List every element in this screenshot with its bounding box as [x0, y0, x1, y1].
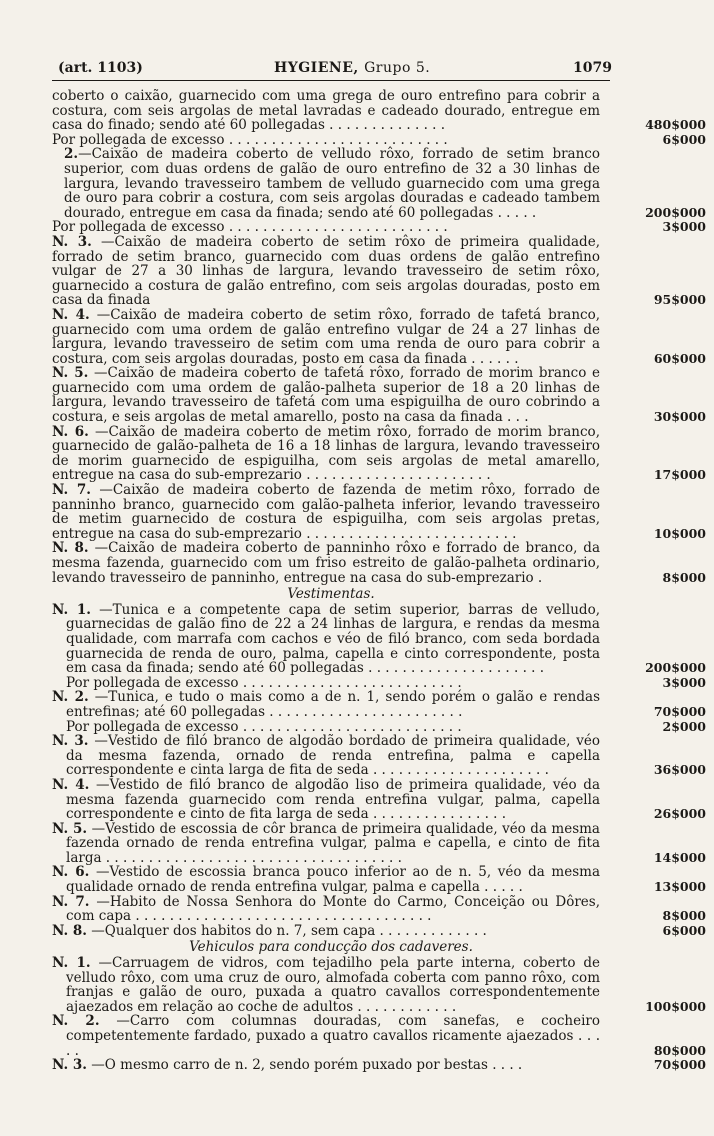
entry-price: 36$000 — [653, 762, 706, 778]
garment-entry-7 — [52, 893, 706, 925]
entry-price: 26$000 — [653, 806, 706, 822]
coffin-entry-2 — [52, 146, 706, 221]
entry-text: —Vestido de filó branco de algodão liso de primeira qualidade, véo da mesma fazenda guarnecido com renda entrefina vulgar, palma, capella correspondente e cinto de fita larga de seda . . . . . . . . . . . . . . . . — [66, 776, 600, 823]
entry-number: N. 8. — [52, 922, 87, 939]
entry-text: —Caixão de madeira coberto de setim rôxo, forrado de tafetá branco, guarnecido com uma ordem de galão entrefino vulgar de 24 a 27 linhas de largura, levando travesseiro de setim com uma renda de ouro para cobrir a costura, com seis argolas douradas, posto em casa da finada . . . . . . — [52, 306, 600, 367]
garment-entry-1-excess — [52, 674, 706, 691]
entry-price: 10$000 — [653, 525, 706, 541]
entry-text: —Caixão de madeira coberto de velludo rôxo, forrado de setim branco superior, com duas ordens de galão de ouro entrefino de 32 a 30 linhas de largura, levando travesseiro tambem de velludo guarnecido com uma grega de ouro para cobrir a costura, com seis argolas douradas e cadeado tambem dourado, entregue em casa da finada; sendo até 60 pollegadas . . . . . — [64, 146, 600, 221]
coffin-entry-8 — [52, 540, 706, 586]
entry-price: 30$000 — [653, 409, 706, 425]
entry-number: N. 2. — [52, 689, 89, 706]
entry-text: —Qualquer dos habitos do n. 7, sem capa . . . . . . . . . . . . . — [91, 922, 487, 939]
entry-price: 6$000 — [662, 131, 706, 147]
section-heading-vestimentas: Vestimentas. — [287, 586, 375, 603]
running-head — [52, 60, 610, 81]
coffin-entry-1-excess — [52, 131, 706, 148]
entry-price: 13$000 — [653, 879, 706, 895]
garment-entry-4 — [52, 776, 706, 823]
coffin-entry-6 — [52, 423, 706, 484]
entry-text: —Habito de Nossa Senhora do Monte do Carmo, Conceição ou Dôres, com capa . . . . . . . . . . . . . . . . . . . . . . . . . . . . . . . . . . . — [66, 893, 600, 925]
title-main: HYGIENE, — [274, 60, 359, 76]
section-heading-vehiculos: Vehiculos para conducção dos cadaveres. — [189, 939, 473, 956]
garment-entry-6 — [52, 864, 706, 896]
vehicle-entry-1 — [52, 955, 706, 1015]
entry-text: —Tunica, e tudo o mais como a de n. 1, sendo porém o galão e rendas entrefinas; até 60 pollegadas . . . . . . . . . . . . . . . . . . . . . . . — [66, 689, 600, 720]
entry-text: Por pollegada de excesso . . . . . . . . . . . . . . . . . . . . . . . . . . — [52, 131, 448, 148]
coffin-entry-3 — [52, 233, 706, 309]
coffin-entry-1 — [52, 88, 706, 134]
entry-number: 2. — [64, 146, 79, 163]
entry-text: —Caixão de madeira coberto de setim rôxo de primeira qualidade, forrado de setim branco, guarnecido com duas ordens de galão entrefino vulgar de 27 a 30 linhas de largura, levando travesseiro de setim rôxo, guarnecido a costura de galão entrefino, com seis argolas douradas, posto em casa da finada — [52, 233, 600, 309]
entry-text: —Caixão de madeira coberto de fazenda de metim rôxo, forrado de panninho branco, guarnecido com galão-palheta inferior, levando travesseiro de metim guarnecido de costura de espiguilha, com seis argolas pretas, entregue na casa do sub-emprezario . . . . . . . . . . . . . . . . . . . . . . . . . — [52, 482, 600, 542]
garment-entry-8 — [52, 922, 706, 939]
garment-entry-2 — [52, 689, 706, 720]
entry-number: N. 5. — [52, 820, 88, 837]
entry-number: N. 1. — [52, 601, 91, 618]
entry-text: Por pollegada de excesso . . . . . . . . . . . . . . . . . . . . . . . . . . — [52, 219, 448, 236]
entry-price: 70$000 — [653, 703, 706, 719]
entry-price: 80$000 — [653, 1042, 706, 1058]
entry-number: N. 6. — [52, 864, 90, 881]
entry-price: 8$000 — [662, 908, 706, 924]
entry-number: N. 1. — [52, 955, 91, 972]
entry-text: —Caixão de madeira coberto de panninho rôxo e forrado de branco, da mesma fazenda, guarnecido com um friso estreito de galão-palheta ordinario, levando travesseiro de panninho, entregue na casa do sub-emprezario . — [52, 540, 600, 586]
page-title — [274, 60, 430, 76]
entry-text: Por pollegada de excesso . . . . . . . . . . . . . . . . . . . . . . . . . . — [66, 718, 462, 735]
garment-entry-3 — [52, 733, 706, 779]
entry-price: 3$000 — [662, 674, 706, 690]
vehicle-entry-3 — [52, 1057, 706, 1074]
entry-number: N. 6. — [52, 423, 89, 440]
vehicle-entry-2 — [52, 1013, 706, 1059]
entry-price: 60$000 — [653, 350, 706, 366]
coffin-entry-7 — [52, 482, 706, 542]
garment-entry-2-excess — [52, 718, 706, 735]
coffin-entry-2-excess — [52, 219, 706, 236]
entry-number: N. 4. — [52, 306, 90, 323]
entry-text: —Carro com columnas douradas, com sanefas, e cocheiro competentemente fardado, puxado a quatro cavallos ricamente ajaezados . . . . . — [66, 1013, 600, 1059]
garment-entry-1 — [52, 601, 706, 677]
entry-number: N. 8. — [52, 540, 89, 557]
entry-number: N. 5. — [52, 365, 89, 382]
entry-price: 480$000 — [645, 117, 706, 133]
entry-text: coberto o caixão, guarnecido com uma grega de ouro entrefino para cobrir a costura, com seis argolas de metal lavradas e cadeado dourado, entregue em casa do finado; sendo até 60 pollegadas . . . . . . . . . . . . . . — [52, 88, 600, 134]
entry-number: N. 2. — [52, 1013, 100, 1030]
entry-text: —Vestido de escossia branca pouco inferior ao de n. 5, véo da mesma qualidade ornado de renda entrefina vulgar, palma e capella . . . . . — [66, 864, 600, 896]
entry-price: 14$000 — [653, 849, 706, 865]
entry-price: 200$000 — [645, 204, 706, 220]
entry-number: N. 3. — [52, 1057, 87, 1074]
document-body — [52, 88, 706, 1074]
entry-price: 100$000 — [645, 998, 706, 1014]
entry-number: N. 7. — [52, 482, 91, 499]
entry-number: N. 3. — [52, 233, 92, 250]
coffin-entry-4 — [52, 306, 706, 367]
entry-price: 17$000 — [653, 467, 706, 483]
title-group: Grupo 5. — [364, 60, 431, 76]
entry-text: —O mesmo carro de n. 2, sendo porém puxado por bestas . . . . — [91, 1057, 523, 1074]
entry-price: 6$000 — [662, 922, 706, 938]
entry-number: N. 4. — [52, 776, 90, 793]
entry-text: —Caixão de madeira coberto de tafetá rôxo, forrado de morim branco e guarnecido com uma ordem de galão-palheta superior de 18 a 20 linhas de largura, levando travesseiro de tafetá com uma espiguilha de ouro cobrindo a costura, e seis argolas de metal amarello, posto na casa da finada . . . — [52, 365, 600, 426]
entry-number: N. 7. — [52, 893, 90, 910]
garment-entry-5 — [52, 820, 706, 866]
coffin-entry-5 — [52, 365, 706, 426]
article-reference: (art. 1103) — [58, 60, 143, 76]
entry-text: —Tunica e a competente capa de setim superior, barras de velludo, guarnecidas de galão fino de 22 a 24 linhas de largura, e rendas da mesma qualidade, com marrafa com cachos e véo de filó branco, com seda bordada guarnecida de renda de ouro, palma, capella e cinto correspondente, posta em casa da finada; sendo até 60 pollegadas . . . . . . . . . . . . . . . . . . . . . — [66, 601, 600, 677]
entry-text: —Caixão de madeira coberto de metim rôxo, forrado de morim branco, guarnecido de galão-palheta de 16 a 18 linhas de largura, levando travesseiro de morim guarnecido de espiguilha, com seis argolas de metal amarello, entregue na casa do sub-emprezario . . . . . . . . . . . . . . . . . . . . . . — [52, 423, 600, 484]
entry-text: —Vestido de escossia de côr branca de primeira qualidade, véo da mesma fazenda ornado de renda entrefina vulgar, palma e capella, e cinto de fita larga . . . . . . . . . . . . . . . . . . . . . . . . . . . . . . . . . . . — [66, 820, 600, 866]
entry-text: Por pollegada de excesso . . . . . . . . . . . . . . . . . . . . . . . . . . — [66, 674, 462, 691]
entry-price: 95$000 — [653, 292, 706, 308]
entry-price: 8$000 — [662, 569, 706, 585]
entry-text: —Carruagem de vidros, com tejadilho pela parte interna, coberto de velludo rôxo, com uma cruz de ouro, almofada coberta com panno rôxo, com franjas e galão de ouro, puxada a quatro cavallos correspondentemente ajaezados em relação ao coche de adultos . . . . . . . . . . . . — [66, 955, 600, 1015]
entry-price: 3$000 — [662, 219, 706, 235]
entry-number: N. 3. — [52, 733, 89, 750]
entry-price: 70$000 — [653, 1057, 706, 1073]
entry-price: 200$000 — [645, 660, 706, 676]
entry-price: 2$000 — [662, 718, 706, 734]
entry-text: —Vestido de filó branco de algodão bordado de primeira qualidade, véo da mesma fazenda, ornado de renda entrefina, palma e capella correspondente e cinta larga de fita de seda . . . . . . . . . . . . . . . . . . . . . — [66, 733, 600, 779]
page-number: 1079 — [573, 60, 612, 76]
